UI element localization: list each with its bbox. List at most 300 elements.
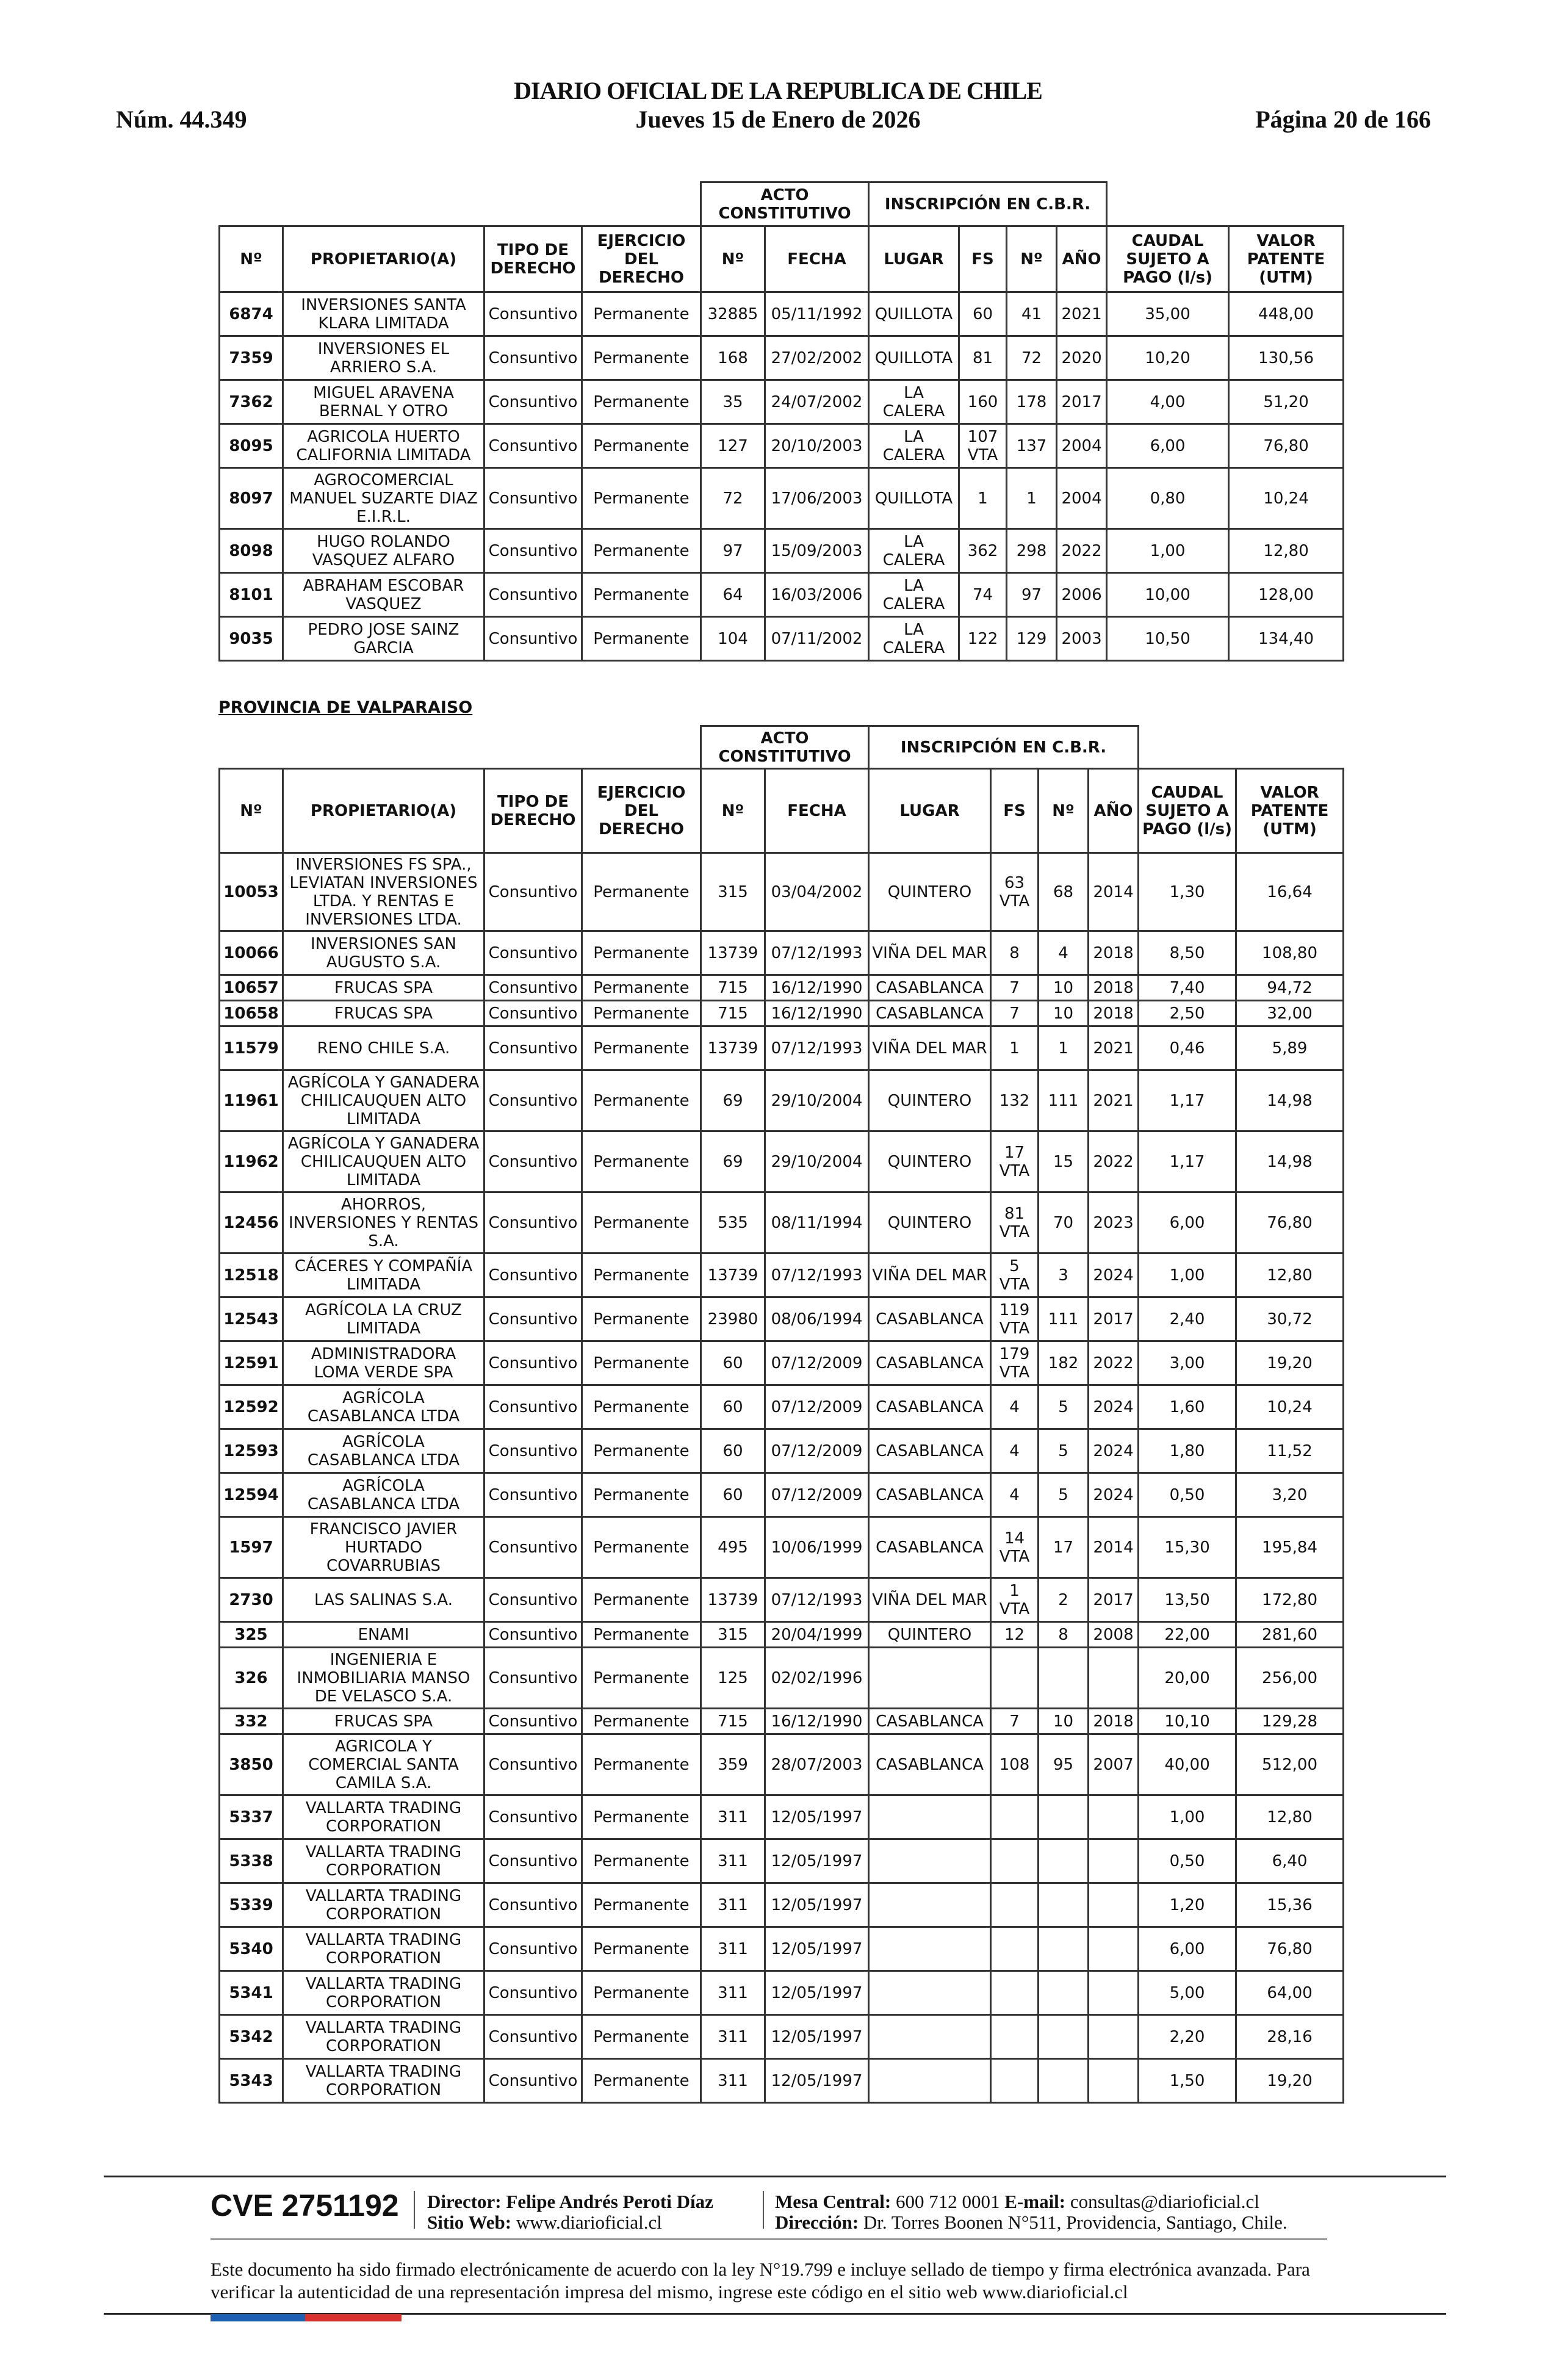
row-ejercicio: Permanente [582,1883,701,1927]
col-anio: AÑO [1089,769,1139,853]
row-anio [1089,2015,1139,2059]
table-row [220,1001,1344,1026]
row-acto-n: 715 [701,1001,765,1026]
row-propietario: LAS SALINAS S.A. [283,1578,484,1622]
row-acto-n: 495 [701,1517,765,1578]
row-propietario: MIGUEL ARAVENA BERNAL Y OTRO [283,380,484,424]
row-tipo-derecho: Consuntivo [484,1297,582,1341]
water-rights-table-1 [218,181,1344,662]
row-acto-n: 13739 [701,1578,765,1622]
row-anio: 2022 [1089,1131,1139,1192]
row-cbr-n: 3 [1039,1253,1089,1297]
row-fecha: 07/12/1993 [765,1578,869,1622]
row-acto-n: 535 [701,1192,765,1253]
row-anio: 2022 [1057,529,1107,573]
row-fs: 7 [991,1709,1039,1734]
row-number: 326 [220,1648,283,1709]
row-cbr-n: 10 [1039,1001,1089,1026]
row-acto-n: 315 [701,853,765,931]
row-fs: 4 [991,1429,1039,1473]
row-valor-patente: 512,00 [1236,1734,1344,1795]
row-valor-patente: 448,00 [1229,292,1344,336]
row-propietario: ABRAHAM ESCOBAR VASQUEZ [283,573,484,617]
row-fecha: 16/12/1990 [765,975,869,1001]
row-tipo-derecho: Consuntivo [484,975,582,1001]
email-link[interactable]: consultas@diarioficial.cl [1070,2191,1259,2212]
row-valor-patente: 14,98 [1236,1131,1344,1192]
row-valor-patente: 6,40 [1236,1839,1344,1883]
row-valor-patente: 134,40 [1229,617,1344,661]
row-fecha: 27/02/2002 [765,336,869,380]
row-tipo-derecho: Consuntivo [484,380,582,424]
row-lugar: CASABLANCA [869,1001,991,1026]
row-fecha: 12/05/1997 [765,1883,869,1927]
row-propietario: INVERSIONES FS SPA., LEVIATAN INVERSIONES LTDA. Y RENTAS E INVERSIONES LTDA. [283,853,484,931]
table-row [220,2015,1344,2059]
flag-bar-red [305,2314,402,2321]
row-tipo-derecho: Consuntivo [484,1883,582,1927]
row-caudal: 0,80 [1107,468,1229,529]
row-fecha: 07/12/1993 [765,1253,869,1297]
row-tipo-derecho: Consuntivo [484,617,582,661]
row-cbr-n: 70 [1039,1192,1089,1253]
row-propietario: INVERSIONES SANTA KLARA LIMITADA [283,292,484,336]
row-ejercicio: Permanente [582,292,701,336]
row-propietario: INVERSIONES EL ARRIERO S.A. [283,336,484,380]
row-propietario: AGRICOLA Y COMERCIAL SANTA CAMILA S.A. [283,1734,484,1795]
row-fs: 160 [959,380,1007,424]
row-propietario: AGRICOLA HUERTO CALIFORNIA LIMITADA [283,424,484,468]
row-propietario: RENO CHILE S.A. [283,1026,484,1070]
row-acto-n: 13739 [701,1026,765,1070]
col-tipo-derecho: TIPO DE DERECHO [484,226,582,292]
row-tipo-derecho: Consuntivo [484,292,582,336]
row-propietario: AGRÍCOLA Y GANADERA CHILICAUQUEN ALTO LIMITADA [283,1131,484,1192]
row-ejercicio: Permanente [582,931,701,975]
row-ejercicio: Permanente [582,1517,701,1578]
row-fecha: 24/07/2002 [765,380,869,424]
row-cbr-n: 111 [1039,1297,1089,1341]
row-acto-n: 104 [701,617,765,661]
row-number: 5341 [220,1971,283,2015]
row-valor-patente: 5,89 [1236,1026,1344,1070]
table-row [220,617,1344,661]
col-valor-patente: VALOR PATENTE (UTM) [1236,769,1344,853]
table-row [220,1795,1344,1839]
row-acto-n: 125 [701,1648,765,1709]
row-fecha: 07/11/2002 [765,617,869,661]
row-acto-n: 72 [701,468,765,529]
row-lugar: QUILLOTA [869,468,959,529]
row-propietario: VALLARTA TRADING CORPORATION [283,2059,484,2103]
table-row [220,1297,1344,1341]
row-caudal: 1,00 [1107,529,1229,573]
inscripcion-cbr-header: INSCRIPCIÓN EN C.B.R. [869,726,1139,769]
row-anio: 2014 [1089,1517,1139,1578]
row-anio [1089,1883,1139,1927]
row-valor-patente: 12,80 [1229,529,1344,573]
row-number: 8095 [220,424,283,468]
row-lugar [869,2015,991,2059]
col-lugar: LUGAR [869,769,991,853]
row-valor-patente: 195,84 [1236,1517,1344,1578]
row-tipo-derecho: Consuntivo [484,2015,582,2059]
row-fs: 63 VTA [991,853,1039,931]
row-fecha: 07/12/2009 [765,1429,869,1473]
table-row [220,1709,1344,1734]
province-heading: PROVINCIA DE VALPARAISO [218,698,473,717]
row-caudal: 1,60 [1139,1385,1236,1429]
row-valor-patente: 11,52 [1236,1429,1344,1473]
row-anio: 2021 [1089,1026,1139,1070]
row-caudal: 10,00 [1107,573,1229,617]
row-valor-patente: 172,80 [1236,1578,1344,1622]
row-acto-n: 127 [701,424,765,468]
row-number: 9035 [220,617,283,661]
row-ejercicio: Permanente [582,1026,701,1070]
row-tipo-derecho: Consuntivo [484,1192,582,1253]
row-cbr-n: 137 [1007,424,1057,468]
row-tipo-derecho: Consuntivo [484,853,582,931]
row-valor-patente: 28,16 [1236,2015,1344,2059]
row-acto-n: 64 [701,573,765,617]
row-caudal: 2,40 [1139,1297,1236,1341]
row-fecha: 29/10/2004 [765,1070,869,1131]
acto-constitutivo-header: ACTO CONSTITUTIVO [701,182,869,226]
row-fecha: 29/10/2004 [765,1131,869,1192]
row-acto-n: 715 [701,975,765,1001]
row-ejercicio: Permanente [582,1429,701,1473]
row-valor-patente: 19,20 [1236,2059,1344,2103]
legal-notice: Este documento ha sido firmado electrónicamente de acuerdo con la ley N°19.799 e incluye sellado de tiempo y firma electrónica avanzada. Para verificar la autenticidad de una representación impresa del mismo, ingrese este código en el sitio web www.diarioficial.cl [211,2259,1310,2302]
row-fs [991,2015,1039,2059]
row-fs: 7 [991,975,1039,1001]
footer-top-rule [104,2176,1446,2177]
row-fecha: 28/07/2003 [765,1734,869,1795]
row-valor-patente: 12,80 [1236,1253,1344,1297]
row-fecha: 05/11/1992 [765,292,869,336]
row-ejercicio: Permanente [582,529,701,573]
row-ejercicio: Permanente [582,1131,701,1192]
row-number: 10066 [220,931,283,975]
row-lugar: CASABLANCA [869,975,991,1001]
row-ejercicio: Permanente [582,1648,701,1709]
row-ejercicio: Permanente [582,1971,701,2015]
col-fecha: FECHA [765,226,869,292]
row-fs [991,1795,1039,1839]
row-anio: 2017 [1089,1297,1139,1341]
row-ejercicio: Permanente [582,1734,701,1795]
newspaper-title: DIARIO OFICIAL DE LA REPUBLICA DE CHILE [514,77,1042,104]
row-propietario: INVERSIONES SAN AUGUSTO S.A. [283,931,484,975]
row-propietario: VALLARTA TRADING CORPORATION [283,1883,484,1927]
row-number: 10658 [220,1001,283,1026]
row-tipo-derecho: Consuntivo [484,1578,582,1622]
table-row [220,1026,1344,1070]
row-fs: 179 VTA [991,1341,1039,1385]
row-tipo-derecho: Consuntivo [484,1927,582,1971]
table-row [220,1622,1344,1648]
row-acto-n: 69 [701,1070,765,1131]
director-line: Director: Felipe Andrés Peroti Díaz [427,2191,713,2212]
row-lugar [869,1795,991,1839]
row-cbr-n [1039,2059,1089,2103]
footer-divider [763,2191,764,2229]
row-acto-n: 311 [701,1927,765,1971]
row-valor-patente: 256,00 [1236,1648,1344,1709]
row-valor-patente: 64,00 [1236,1971,1344,2015]
row-cbr-n: 8 [1039,1622,1089,1648]
row-anio: 2024 [1089,1253,1139,1297]
row-number: 5342 [220,2015,283,2059]
row-acto-n: 311 [701,1795,765,1839]
col-valor-patente: VALOR PATENTE (UTM) [1229,226,1344,292]
table-row [220,1734,1344,1795]
col-caudal: CAUDAL SUJETO A PAGO (l/s) [1139,769,1236,853]
row-lugar [869,1927,991,1971]
row-fs: 5 VTA [991,1253,1039,1297]
row-acto-n: 311 [701,1971,765,2015]
row-fecha: 07/12/2009 [765,1385,869,1429]
row-lugar [869,1839,991,1883]
row-cbr-n: 17 [1039,1517,1089,1578]
row-acto-n: 311 [701,1883,765,1927]
row-cbr-n: 72 [1007,336,1057,380]
row-ejercicio: Permanente [582,2059,701,2103]
row-ejercicio: Permanente [582,1473,701,1517]
row-number: 11579 [220,1026,283,1070]
row-caudal: 1,50 [1139,2059,1236,2103]
row-ejercicio: Permanente [582,573,701,617]
row-valor-patente: 76,80 [1229,424,1344,468]
row-cbr-n: 2 [1039,1578,1089,1622]
row-tipo-derecho: Consuntivo [484,1253,582,1297]
row-anio: 2018 [1089,1001,1139,1026]
row-cbr-n [1039,1839,1089,1883]
row-fs: 81 VTA [991,1192,1039,1253]
row-lugar: CASABLANCA [869,1341,991,1385]
row-valor-patente: 3,20 [1236,1473,1344,1517]
row-ejercicio: Permanente [582,1622,701,1648]
row-fs [991,1648,1039,1709]
row-number: 7359 [220,336,283,380]
row-fs: 1 [991,1026,1039,1070]
row-tipo-derecho: Consuntivo [484,1385,582,1429]
row-acto-n: 60 [701,1429,765,1473]
row-anio [1089,1795,1139,1839]
row-anio: 2018 [1089,975,1139,1001]
table-row [220,529,1344,573]
row-valor-patente: 30,72 [1236,1297,1344,1341]
row-cbr-n: 4 [1039,931,1089,975]
row-number: 6874 [220,292,283,336]
table-row [220,1429,1344,1473]
cve-code: CVE 2751192 [211,2188,399,2223]
row-anio: 2004 [1057,424,1107,468]
row-number: 5339 [220,1883,283,1927]
row-lugar: LA CALERA [869,573,959,617]
row-acto-n: 97 [701,529,765,573]
row-ejercicio: Permanente [582,975,701,1001]
row-fs: 362 [959,529,1007,573]
row-cbr-n [1039,1927,1089,1971]
row-lugar: QUILLOTA [869,336,959,380]
table-row [220,1648,1344,1709]
row-cbr-n: 178 [1007,380,1057,424]
row-tipo-derecho: Consuntivo [484,336,582,380]
col-propietario: PROPIETARIO(A) [283,226,484,292]
row-caudal: 6,00 [1139,1927,1236,1971]
row-lugar: VIÑA DEL MAR [869,1578,991,1622]
table-row [220,975,1344,1001]
row-fs: 7 [991,1001,1039,1026]
row-caudal: 15,30 [1139,1517,1236,1578]
row-ejercicio: Permanente [582,468,701,529]
row-fs [991,1927,1039,1971]
col-acto-n: Nº [701,226,765,292]
row-caudal: 1,00 [1139,1795,1236,1839]
row-caudal: 4,00 [1107,380,1229,424]
row-lugar: VIÑA DEL MAR [869,1253,991,1297]
row-acto-n: 359 [701,1734,765,1795]
row-valor-patente: 10,24 [1229,468,1344,529]
row-ejercicio: Permanente [582,1578,701,1622]
row-caudal: 22,00 [1139,1622,1236,1648]
row-number: 325 [220,1622,283,1648]
row-number: 11961 [220,1070,283,1131]
row-tipo-derecho: Consuntivo [484,424,582,468]
row-fs: 12 [991,1622,1039,1648]
table-row [220,1131,1344,1192]
row-fecha: 12/05/1997 [765,2059,869,2103]
row-cbr-n: 5 [1039,1385,1089,1429]
row-lugar [869,1883,991,1927]
row-anio [1089,1927,1139,1971]
row-acto-n: 311 [701,2015,765,2059]
row-lugar: LA CALERA [869,380,959,424]
row-anio: 2024 [1089,1385,1139,1429]
row-fs: 132 [991,1070,1039,1131]
website-link[interactable]: www.diarioficial.cl [516,2212,662,2233]
row-tipo-derecho: Consuntivo [484,931,582,975]
row-tipo-derecho: Consuntivo [484,1341,582,1385]
row-fs: 60 [959,292,1007,336]
row-tipo-derecho: Consuntivo [484,1622,582,1648]
row-caudal: 6,00 [1107,424,1229,468]
row-number: 8097 [220,468,283,529]
row-valor-patente: 108,80 [1236,931,1344,975]
row-fs: 81 [959,336,1007,380]
row-fecha: 07/12/1993 [765,931,869,975]
row-acto-n: 311 [701,2059,765,2103]
row-fecha: 20/04/1999 [765,1622,869,1648]
row-propietario: AHORROS, INVERSIONES Y RENTAS S.A. [283,1192,484,1253]
row-fs: 17 VTA [991,1131,1039,1192]
row-number: 12593 [220,1429,283,1473]
row-cbr-n: 1 [1007,468,1057,529]
col-caudal: CAUDAL SUJETO A PAGO (l/s) [1107,226,1229,292]
row-propietario: AGRÍCOLA CASABLANCA LTDA [283,1473,484,1517]
row-propietario: ADMINISTRADORA LOMA VERDE SPA [283,1341,484,1385]
row-cbr-n: 5 [1039,1429,1089,1473]
row-propietario: VALLARTA TRADING CORPORATION [283,1795,484,1839]
row-fecha: 07/12/2009 [765,1473,869,1517]
flag-bar-blue [211,2314,305,2321]
row-valor-patente: 76,80 [1236,1927,1344,1971]
row-propietario: VALLARTA TRADING CORPORATION [283,1971,484,2015]
table-row [220,2059,1344,2103]
table-row [220,1070,1344,1131]
row-anio: 2017 [1089,1578,1139,1622]
row-fecha: 15/09/2003 [765,529,869,573]
row-number: 8101 [220,573,283,617]
row-anio: 2008 [1089,1622,1139,1648]
row-ejercicio: Permanente [582,1927,701,1971]
row-propietario: VALLARTA TRADING CORPORATION [283,1839,484,1883]
row-lugar: CASABLANCA [869,1429,991,1473]
col-fs: FS [991,769,1039,853]
col-n: Nº [220,226,283,292]
row-propietario: FRANCISCO JAVIER HURTADO COVARRUBIAS [283,1517,484,1578]
acto-constitutivo-header: ACTO CONSTITUTIVO [701,726,869,769]
col-ejercicio-derecho: EJERCICIO DEL DERECHO [582,769,701,853]
table-row [220,336,1344,380]
row-lugar: QUINTERO [869,853,991,931]
row-lugar: QUILLOTA [869,292,959,336]
row-lugar: VIÑA DEL MAR [869,931,991,975]
row-cbr-n: 10 [1039,975,1089,1001]
row-fs: 108 [991,1734,1039,1795]
row-lugar: LA CALERA [869,617,959,661]
row-ejercicio: Permanente [582,2015,701,2059]
row-lugar: CASABLANCA [869,1734,991,1795]
row-acto-n: 60 [701,1341,765,1385]
row-ejercicio: Permanente [582,1839,701,1883]
row-caudal: 6,00 [1139,1192,1236,1253]
table-row [220,1883,1344,1927]
row-valor-patente: 15,36 [1236,1883,1344,1927]
table-row [220,931,1344,975]
issue-date: Jueves 15 de Enero de 2026 [635,106,921,133]
row-valor-patente: 51,20 [1229,380,1344,424]
row-cbr-n: 182 [1039,1341,1089,1385]
row-fecha: 02/02/1996 [765,1648,869,1709]
row-fecha: 12/05/1997 [765,2015,869,2059]
row-acto-n: 60 [701,1385,765,1429]
row-valor-patente: 94,72 [1236,975,1344,1001]
row-tipo-derecho: Consuntivo [484,529,582,573]
row-caudal: 1,30 [1139,853,1236,931]
table-row [220,573,1344,617]
row-anio [1089,1971,1139,2015]
row-number: 12594 [220,1473,283,1517]
row-anio: 2022 [1089,1341,1139,1385]
col-n: Nº [220,769,283,853]
row-number: 5343 [220,2059,283,2103]
row-lugar: CASABLANCA [869,1709,991,1734]
col-propietario: PROPIETARIO(A) [283,769,484,853]
row-lugar: CASABLANCA [869,1385,991,1429]
row-anio: 2023 [1089,1192,1139,1253]
row-fs: 74 [959,573,1007,617]
row-caudal: 10,20 [1107,336,1229,380]
table-row [220,1971,1344,2015]
row-ejercicio: Permanente [582,1297,701,1341]
row-lugar: LA CALERA [869,424,959,468]
row-caudal: 5,00 [1139,1971,1236,2015]
row-propietario: AGRÍCOLA CASABLANCA LTDA [283,1385,484,1429]
address-line: Dirección: Dr. Torres Boonen N°511, Providencia, Santiago, Chile. [775,2212,1288,2233]
